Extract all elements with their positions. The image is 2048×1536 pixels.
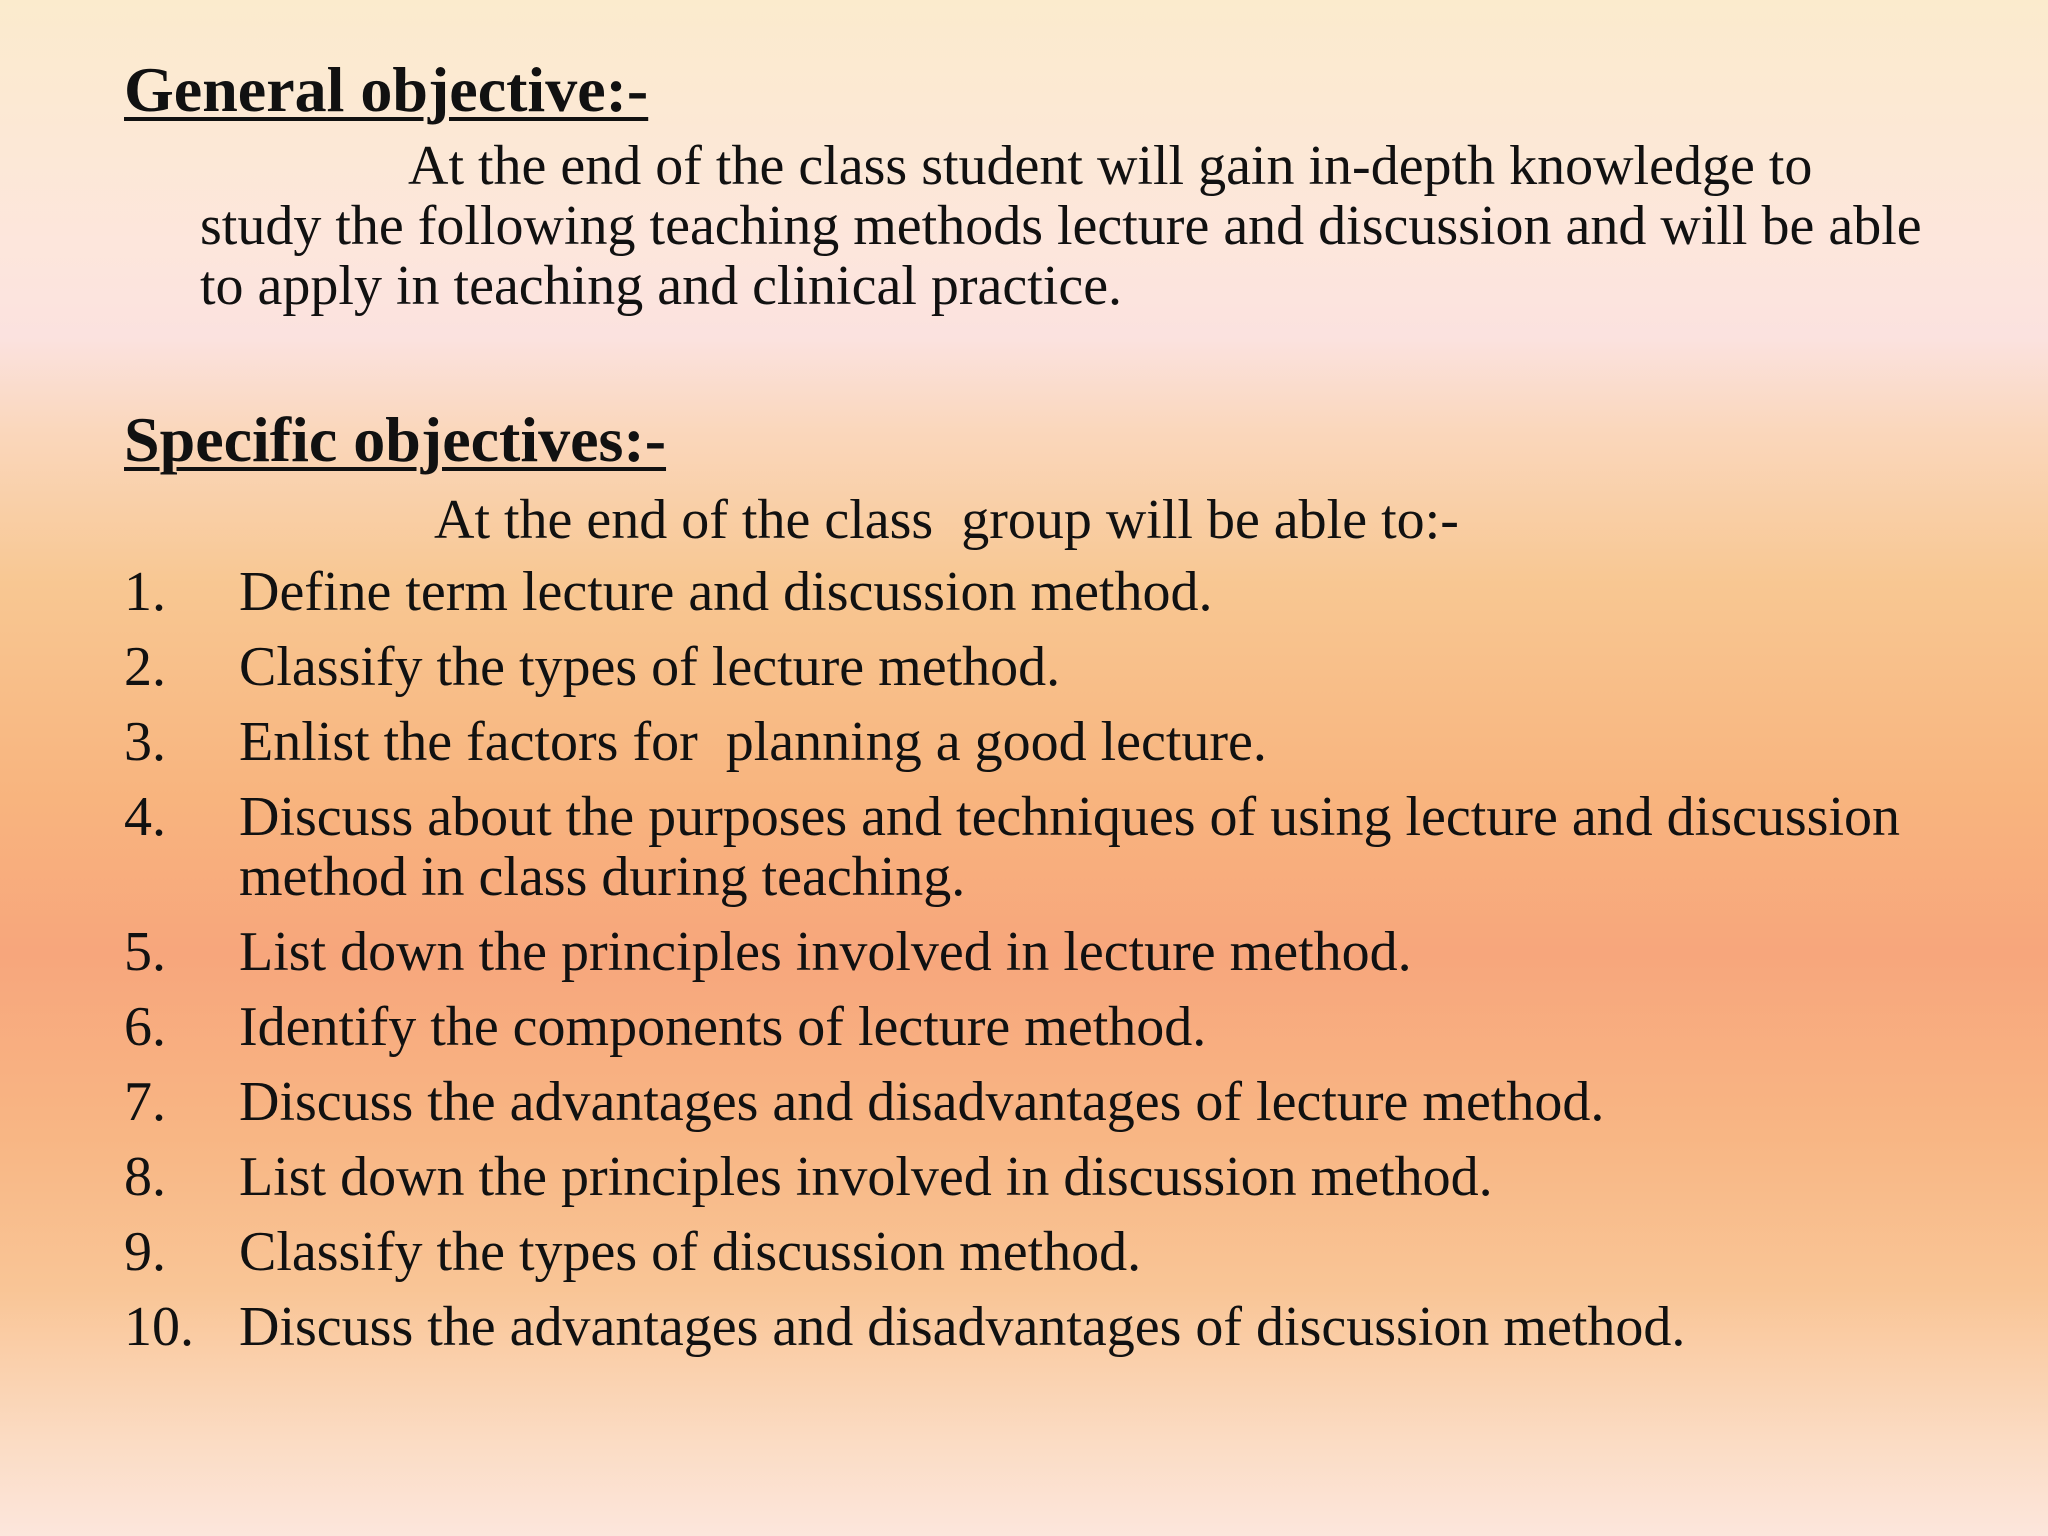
item-number: 7. xyxy=(124,1071,166,1133)
item-text: Discuss the advantages and disadvantages of discussion method. xyxy=(239,1296,1686,1358)
item-text: Identify the components of lecture method. xyxy=(239,996,1207,1058)
list-item xyxy=(124,922,1924,982)
list-item xyxy=(124,1147,1924,1207)
list-item xyxy=(124,562,1924,622)
item-number: 5. xyxy=(124,921,166,983)
item-number: 6. xyxy=(124,996,166,1058)
specific-objectives-heading: Specific objectives:- xyxy=(124,404,667,475)
objectives-list xyxy=(124,562,1924,1372)
item-text: Classify the types of lecture method. xyxy=(239,636,1061,698)
item-number: 10. xyxy=(124,1296,194,1358)
general-objective-heading: General objective:- xyxy=(124,54,649,125)
list-item xyxy=(124,712,1924,772)
item-number: 3. xyxy=(124,711,166,773)
list-item xyxy=(124,787,1924,907)
item-text: Classify the types of discussion method. xyxy=(239,1221,1142,1283)
item-number: 1. xyxy=(124,561,166,623)
list-item xyxy=(124,1072,1924,1132)
item-text: Define term lecture and discussion method. xyxy=(239,561,1213,623)
item-number: 9. xyxy=(124,1221,166,1283)
list-item xyxy=(124,1222,1924,1282)
item-text: Enlist the factors for planning a good lecture. xyxy=(239,711,1267,773)
item-number: 8. xyxy=(124,1146,166,1208)
item-text: List down the principles involved in discussion method. xyxy=(239,1146,1493,1208)
list-item xyxy=(124,997,1924,1057)
item-text: Discuss the advantages and disadvantages of lecture method. xyxy=(239,1071,1605,1133)
item-text: Discuss about the purposes and techniques of using lecture and discussion method in class during teaching. xyxy=(239,786,1915,908)
item-number: 4. xyxy=(124,786,166,848)
general-objective-text: At the end of the class student will gain in-depth knowledge to study the following teaching methods lecture and discussion and will be able to apply in teaching and clinical practice. xyxy=(200,135,1922,317)
item-text: List down the principles involved in lecture method. xyxy=(239,921,1412,983)
list-item xyxy=(124,1297,1924,1357)
item-number: 2. xyxy=(124,636,166,698)
specific-objectives-intro: At the end of the class group will be able to:- xyxy=(434,489,1459,551)
list-item xyxy=(124,637,1924,697)
